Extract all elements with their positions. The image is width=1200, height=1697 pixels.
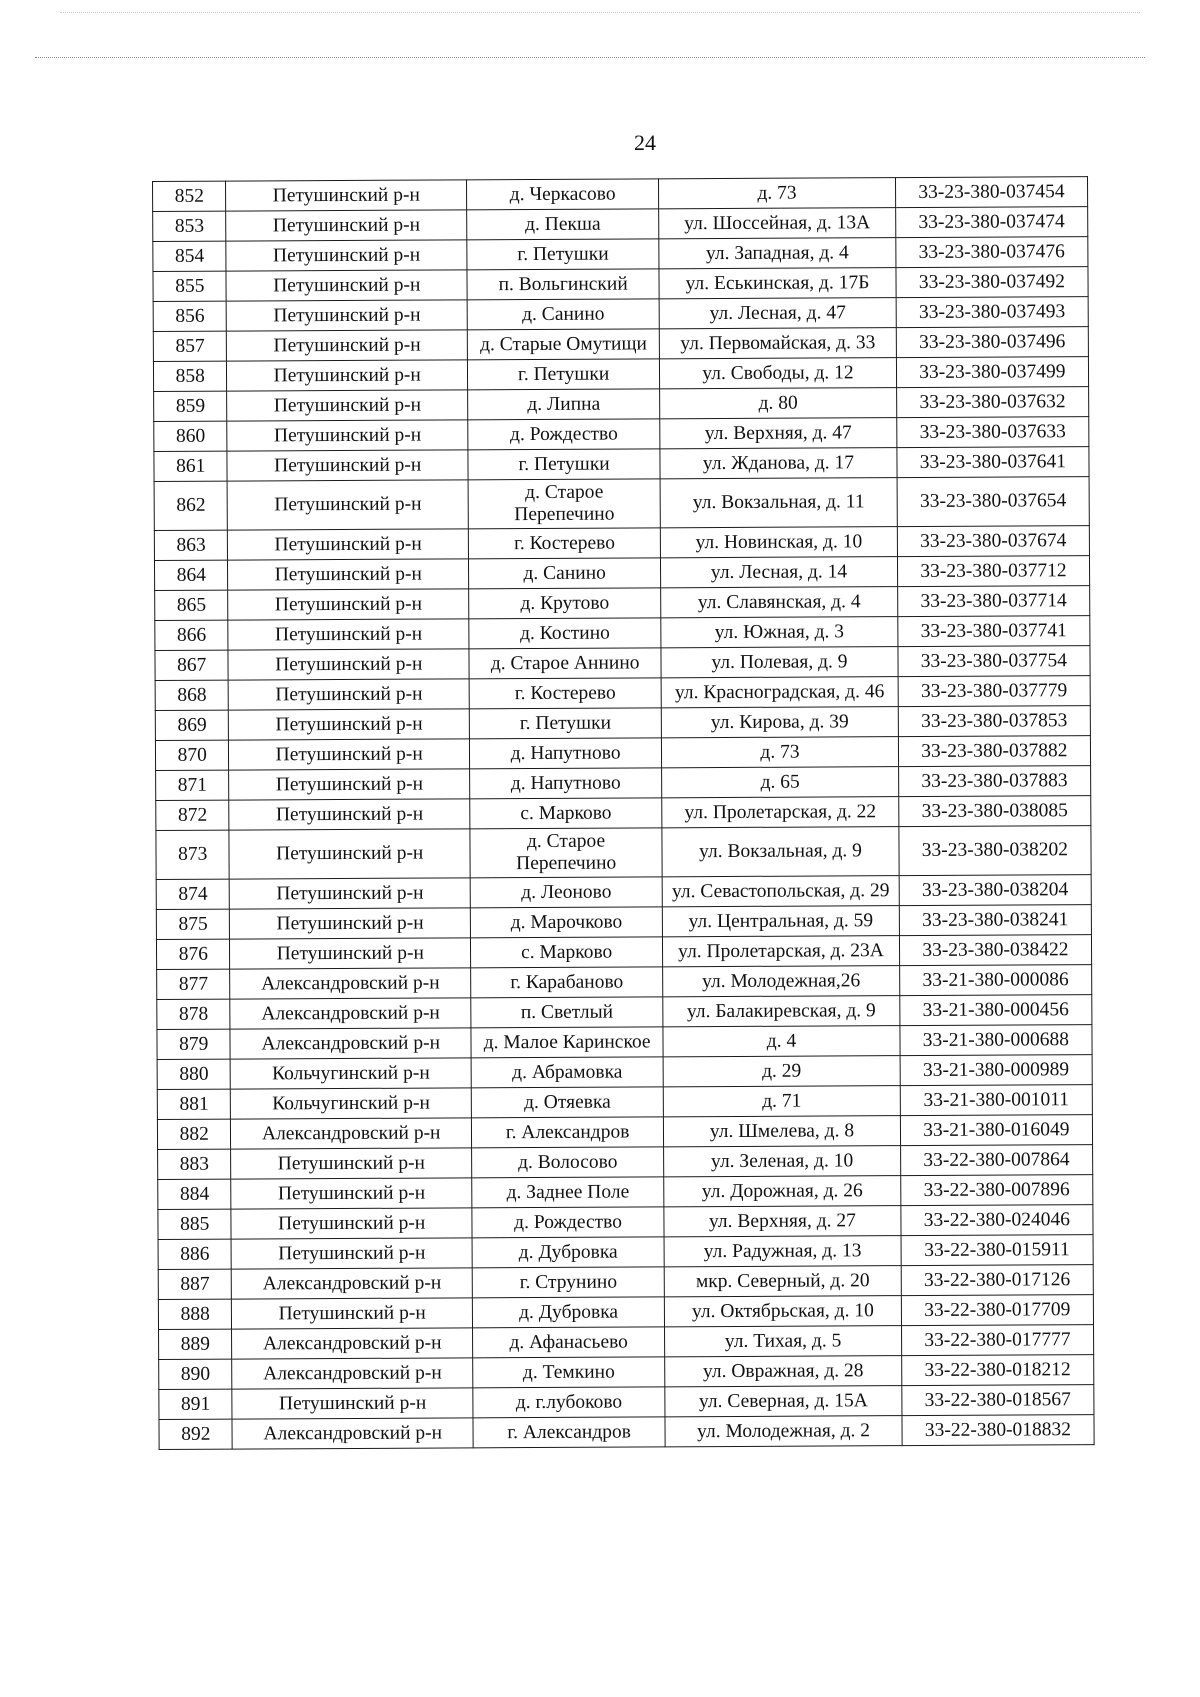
cadastral-code-cell: 33-23-380-037474 — [895, 207, 1087, 238]
address-cell: ул. Западная, д. 4 — [659, 238, 896, 269]
cadastral-code-cell: 33-23-380-037741 — [898, 616, 1090, 647]
row-number: 887 — [158, 1269, 232, 1299]
district-cell: Петушинский р-н — [231, 1178, 472, 1209]
row-number: 853 — [153, 211, 227, 241]
address-cell: ул. Полевая, д. 9 — [661, 647, 898, 678]
locality-cell: д. Старое Перепечино — [468, 479, 660, 529]
cadastral-code-cell: 33-22-380-007864 — [900, 1145, 1092, 1176]
scan-artifact-top — [60, 12, 1140, 13]
row-number: 891 — [159, 1389, 233, 1419]
address-cell: д. 29 — [663, 1056, 900, 1087]
table-row — [153, 207, 1088, 242]
registry-table-body — [153, 177, 1095, 1450]
cadastral-code-cell: 33-23-380-037779 — [898, 676, 1090, 707]
address-cell: ул. Октябрьская, д. 10 — [665, 1296, 902, 1327]
table-row — [155, 736, 1090, 771]
district-cell: Петушинский р-н — [231, 1148, 472, 1179]
cadastral-code-cell: 33-21-380-000456 — [900, 995, 1092, 1026]
district-cell: Александровский р-н — [231, 1118, 472, 1149]
district-cell: Петушинский р-н — [228, 589, 469, 620]
address-cell: ул. Красноградская, д. 46 — [661, 677, 898, 708]
table-row — [155, 586, 1090, 621]
address-cell: ул. Молодежная,26 — [663, 966, 900, 997]
district-cell: Петушинский р-н — [227, 450, 468, 481]
row-number: 855 — [153, 271, 227, 301]
locality-cell: д. Санино — [468, 558, 660, 589]
row-number: 862 — [154, 481, 228, 530]
row-number: 890 — [159, 1359, 233, 1389]
district-cell: Петушинский р-н — [232, 1298, 473, 1329]
row-number: 859 — [154, 391, 228, 421]
table-row — [153, 357, 1088, 392]
cadastral-code-cell: 33-21-380-016049 — [900, 1115, 1092, 1146]
table-row — [157, 1085, 1092, 1120]
cadastral-code-cell: 33-22-380-017126 — [901, 1265, 1093, 1296]
address-cell: ул. Пролетарская, д. 23А — [663, 936, 900, 967]
cadastral-code-cell: 33-23-380-037754 — [898, 646, 1090, 677]
address-cell: д. 80 — [660, 388, 897, 419]
cadastral-code-cell: 33-23-380-037882 — [898, 736, 1090, 767]
cadastral-code-cell: 33-23-380-038241 — [899, 905, 1091, 936]
row-number: 885 — [158, 1209, 232, 1239]
table-row — [153, 177, 1088, 212]
table-row — [159, 1415, 1094, 1450]
locality-cell: д. Темкино — [473, 1357, 665, 1388]
address-cell: ул. Зеленая, д. 10 — [664, 1146, 901, 1177]
row-number: 878 — [157, 999, 231, 1029]
locality-cell: д. Пекша — [467, 209, 659, 240]
locality-cell: д. Малое Каринское — [471, 1027, 663, 1058]
cadastral-code-cell: 33-23-380-037674 — [897, 526, 1089, 557]
cadastral-code-cell: 33-23-380-037641 — [897, 447, 1089, 478]
row-number: 876 — [156, 939, 230, 969]
table-row — [157, 1115, 1092, 1150]
district-cell: Александровский р-н — [230, 968, 471, 999]
row-number: 875 — [156, 909, 230, 939]
locality-cell: д. Абрамовка — [471, 1057, 663, 1088]
row-number: 863 — [154, 530, 228, 560]
table-row — [153, 237, 1088, 272]
district-cell: Петушинский р-н — [230, 878, 471, 909]
cadastral-code-cell: 33-23-380-038202 — [899, 826, 1092, 876]
table-row — [156, 826, 1091, 880]
table-row — [153, 267, 1088, 302]
row-number: 871 — [156, 770, 230, 800]
locality-cell: д. Марочково — [470, 907, 662, 938]
cadastral-code-cell: 33-22-380-018567 — [902, 1385, 1094, 1416]
address-cell: ул. Тихая, д. 5 — [665, 1326, 902, 1357]
row-number: 856 — [153, 301, 227, 331]
address-cell: ул. Молодежная, д. 2 — [665, 1416, 902, 1447]
table-row — [155, 706, 1090, 741]
address-cell: ул. Балакиревская, д. 9 — [663, 996, 900, 1027]
row-number: 857 — [153, 331, 227, 361]
table-row — [154, 417, 1089, 452]
address-cell: д. 4 — [663, 1026, 900, 1057]
row-number: 886 — [158, 1239, 232, 1269]
cadastral-code-cell: 33-23-380-037492 — [896, 267, 1088, 298]
row-number: 869 — [155, 710, 229, 740]
district-cell: Петушинский р-н — [231, 1208, 472, 1239]
locality-cell: г. Александров — [473, 1417, 665, 1448]
locality-cell: с. Марково — [470, 937, 662, 968]
locality-cell: д. Заднее Поле — [472, 1177, 664, 1208]
table-row — [158, 1145, 1093, 1180]
district-cell: Петушинский р-н — [227, 390, 468, 421]
locality-cell: д. Крутово — [469, 588, 661, 619]
cadastral-code-cell: 33-23-380-038422 — [899, 935, 1091, 966]
district-cell: Петушинский р-н — [227, 420, 468, 451]
address-cell: ул. Кирова, д. 39 — [661, 707, 898, 738]
row-number: 852 — [153, 181, 227, 211]
district-cell: Петушинский р-н — [228, 559, 469, 590]
locality-cell: г. Александров — [471, 1117, 663, 1148]
registry-table — [152, 176, 1095, 1450]
table-row — [157, 965, 1092, 1000]
cadastral-code-cell: 33-21-380-000086 — [899, 965, 1091, 996]
locality-cell: д. г.лубоково — [473, 1387, 665, 1418]
locality-cell: д. Волосово — [472, 1147, 664, 1178]
district-cell: Александровский р-н — [230, 998, 471, 1029]
address-cell: ул. Северная, д. 15А — [665, 1386, 902, 1417]
address-cell: ул. Севастопольская, д. 29 — [662, 876, 899, 907]
address-cell: ул. Славянская, д. 4 — [661, 587, 898, 618]
table-row — [158, 1265, 1093, 1300]
address-cell: д. 73 — [659, 178, 896, 209]
cadastral-code-cell: 33-21-380-001011 — [900, 1085, 1092, 1116]
locality-cell: г. Петушки — [467, 359, 659, 390]
row-number: 865 — [155, 590, 229, 620]
locality-cell: д. Отяевка — [471, 1087, 663, 1118]
address-cell: ул. Жданова, д. 17 — [660, 448, 897, 479]
district-cell: Петушинский р-н — [232, 1238, 473, 1269]
cadastral-code-cell: 33-23-380-037499 — [896, 357, 1088, 388]
table-row — [155, 676, 1090, 711]
address-cell: д. 65 — [662, 767, 899, 798]
table-row — [159, 1385, 1094, 1420]
district-cell: Петушинский р-н — [229, 829, 470, 879]
locality-cell: г. Петушки — [468, 449, 660, 480]
cadastral-code-cell: 33-23-380-037454 — [895, 177, 1087, 208]
table-row — [153, 297, 1088, 332]
address-cell: ул. Первомайская, д. 33 — [659, 328, 896, 359]
address-cell: ул. Центральная, д. 59 — [663, 906, 900, 937]
district-cell: Петушинский р-н — [229, 709, 470, 740]
table-row — [157, 1055, 1092, 1090]
cadastral-code-cell: 33-23-380-037883 — [898, 766, 1090, 797]
locality-cell: д. Липна — [468, 389, 660, 420]
table-row — [159, 1355, 1094, 1390]
row-number: 873 — [156, 830, 230, 879]
address-cell: ул. Еськинская, д. 17Б — [659, 268, 896, 299]
district-cell: Александровский р-н — [230, 1028, 471, 1059]
cadastral-code-cell: 33-23-380-037496 — [896, 327, 1088, 358]
table-row — [158, 1205, 1093, 1240]
row-number: 866 — [155, 620, 229, 650]
cadastral-code-cell: 33-22-380-017709 — [901, 1295, 1093, 1326]
locality-cell: г. Струнино — [472, 1267, 664, 1298]
cadastral-code-cell: 33-23-380-037632 — [896, 387, 1088, 418]
table-row — [154, 387, 1089, 422]
locality-cell: г. Костерево — [468, 528, 660, 559]
cadastral-code-cell: 33-22-380-018212 — [901, 1355, 1093, 1386]
district-cell: Петушинский р-н — [228, 649, 469, 680]
row-number: 888 — [158, 1299, 232, 1329]
table-row — [157, 995, 1092, 1030]
locality-cell: д. Рождество — [472, 1207, 664, 1238]
address-cell: ул. Лесная, д. 14 — [661, 557, 898, 588]
row-number: 883 — [158, 1149, 232, 1179]
address-cell: ул. Овражная, д. 28 — [665, 1356, 902, 1387]
cadastral-code-cell: 33-23-380-038085 — [898, 796, 1090, 827]
scan-artifact-line — [35, 57, 1145, 58]
row-number: 874 — [156, 879, 230, 909]
table-row — [153, 327, 1088, 362]
locality-cell: д. Старые Омутищи — [467, 329, 659, 360]
table-row — [154, 447, 1089, 482]
district-cell: Кольчугинский р-н — [231, 1088, 472, 1119]
cadastral-code-cell: 33-22-380-024046 — [901, 1205, 1093, 1236]
row-number: 858 — [153, 361, 227, 391]
district-cell: Петушинский р-н — [227, 300, 468, 331]
row-number: 879 — [157, 1029, 231, 1059]
row-number: 889 — [159, 1329, 233, 1359]
table-row — [156, 875, 1091, 910]
district-cell: Петушинский р-н — [227, 360, 468, 391]
cadastral-code-cell: 33-22-380-018832 — [902, 1415, 1094, 1446]
cadastral-code-cell: 33-23-380-038204 — [899, 875, 1091, 906]
address-cell: ул. Дорожная, д. 26 — [664, 1176, 901, 1207]
district-cell: Петушинский р-н — [229, 769, 470, 800]
district-cell: Петушинский р-н — [232, 1388, 473, 1419]
table-row — [155, 646, 1090, 681]
address-cell: ул. Шоссейная, д. 13А — [659, 208, 896, 239]
address-cell: ул. Верхняя, д. 27 — [664, 1206, 901, 1237]
locality-cell: п. Светлый — [471, 997, 663, 1028]
table-row — [159, 1325, 1094, 1360]
cadastral-code-cell: 33-21-380-000989 — [900, 1055, 1092, 1086]
row-number: 864 — [154, 560, 228, 590]
row-number: 868 — [155, 680, 229, 710]
cadastral-code-cell: 33-23-380-037654 — [897, 477, 1090, 527]
district-cell: Петушинский р-н — [229, 679, 470, 710]
address-cell: д. 73 — [662, 737, 899, 768]
district-cell: Петушинский р-н — [228, 529, 469, 560]
cadastral-code-cell: 33-23-380-037712 — [897, 556, 1089, 587]
address-cell: ул. Верхняя, д. 47 — [660, 418, 897, 449]
table-row — [154, 526, 1089, 561]
table-row — [156, 796, 1091, 831]
locality-cell: г. Петушки — [467, 239, 659, 270]
locality-cell: г. Карабаново — [471, 967, 663, 998]
page-number: 24 — [634, 130, 656, 155]
address-cell: д. 71 — [663, 1086, 900, 1117]
district-cell: Александровский р-н — [232, 1418, 473, 1449]
table-row — [156, 766, 1091, 801]
address-cell: ул. Новинская, д. 10 — [661, 527, 898, 558]
cadastral-code-cell: 33-23-380-037853 — [898, 706, 1090, 737]
row-number: 870 — [155, 740, 229, 770]
table-row — [158, 1175, 1093, 1210]
table-row — [155, 616, 1090, 651]
district-cell: Петушинский р-н — [230, 908, 471, 939]
address-cell: ул. Пролетарская, д. 22 — [662, 797, 899, 828]
district-cell: Петушинский р-н — [229, 799, 470, 830]
address-cell: ул. Вокзальная, д. 11 — [660, 478, 897, 528]
table-row — [158, 1295, 1093, 1330]
address-cell: ул. Свободы, д. 12 — [660, 358, 897, 389]
locality-cell: д. Рождество — [468, 419, 660, 450]
district-cell: Петушинский р-н — [229, 739, 470, 770]
table-row — [158, 1235, 1093, 1270]
locality-cell: д. Напутново — [470, 768, 662, 799]
locality-cell: д. Санино — [467, 299, 659, 330]
row-number: 880 — [157, 1059, 231, 1089]
locality-cell: г. Костерево — [469, 678, 661, 709]
row-number: 867 — [155, 650, 229, 680]
table-row — [156, 935, 1091, 970]
locality-cell: д. Старое Перепечино — [470, 828, 662, 878]
address-cell: ул. Радужная, д. 13 — [664, 1236, 901, 1267]
address-cell: ул. Лесная, д. 47 — [659, 298, 896, 329]
district-cell: Петушинский р-н — [228, 480, 469, 530]
locality-cell: д. Афанасьево — [473, 1327, 665, 1358]
district-cell: Петушинский р-н — [226, 270, 467, 301]
district-cell: Петушинский р-н — [227, 330, 468, 361]
row-number: 884 — [158, 1179, 232, 1209]
district-cell: Петушинский р-н — [226, 240, 467, 271]
row-number: 860 — [154, 421, 228, 451]
district-cell: Петушинский р-н — [230, 938, 471, 969]
row-number: 872 — [156, 800, 230, 830]
locality-cell: с. Марково — [470, 798, 662, 829]
cadastral-code-cell: 33-22-380-007896 — [900, 1175, 1092, 1206]
cadastral-code-cell: 33-23-380-037476 — [896, 237, 1088, 268]
row-number: 892 — [159, 1419, 233, 1449]
table-row — [156, 905, 1091, 940]
locality-cell: д. Дубровка — [472, 1237, 664, 1268]
district-cell: Александровский р-н — [232, 1358, 473, 1389]
cadastral-code-cell: 33-23-380-037633 — [896, 417, 1088, 448]
locality-cell: д. Черкасово — [466, 179, 658, 210]
district-cell: Петушинский р-н — [226, 180, 467, 211]
locality-cell: г. Петушки — [469, 708, 661, 739]
table-row — [157, 1025, 1092, 1060]
locality-cell: п. Вольгинский — [467, 269, 659, 300]
cadastral-code-cell: 33-21-380-000688 — [900, 1025, 1092, 1056]
row-number: 881 — [157, 1089, 231, 1119]
address-cell: ул. Шмелева, д. 8 — [664, 1116, 901, 1147]
table-row — [154, 477, 1089, 531]
district-cell: Петушинский р-н — [226, 210, 467, 241]
locality-cell: д. Напутново — [469, 738, 661, 769]
locality-cell: д. Леоново — [470, 877, 662, 908]
cadastral-code-cell: 33-23-380-037493 — [896, 297, 1088, 328]
address-cell: мкр. Северный, д. 20 — [664, 1266, 901, 1297]
row-number: 861 — [154, 451, 228, 481]
district-cell: Александровский р-н — [232, 1328, 473, 1359]
cadastral-code-cell: 33-23-380-037714 — [897, 586, 1089, 617]
row-number: 882 — [157, 1119, 231, 1149]
row-number: 877 — [157, 969, 231, 999]
locality-cell: д. Старое Аннино — [469, 648, 661, 679]
address-cell: ул. Южная, д. 3 — [661, 617, 898, 648]
cadastral-code-cell: 33-22-380-017777 — [901, 1325, 1093, 1356]
district-cell: Кольчугинский р-н — [231, 1058, 472, 1089]
address-cell: ул. Вокзальная, д. 9 — [662, 827, 899, 877]
cadastral-code-cell: 33-22-380-015911 — [901, 1235, 1093, 1266]
row-number: 854 — [153, 241, 227, 271]
locality-cell: д. Дубровка — [472, 1297, 664, 1328]
table-row — [154, 556, 1089, 591]
district-cell: Александровский р-н — [232, 1268, 473, 1299]
locality-cell: д. Костино — [469, 618, 661, 649]
district-cell: Петушинский р-н — [228, 619, 469, 650]
